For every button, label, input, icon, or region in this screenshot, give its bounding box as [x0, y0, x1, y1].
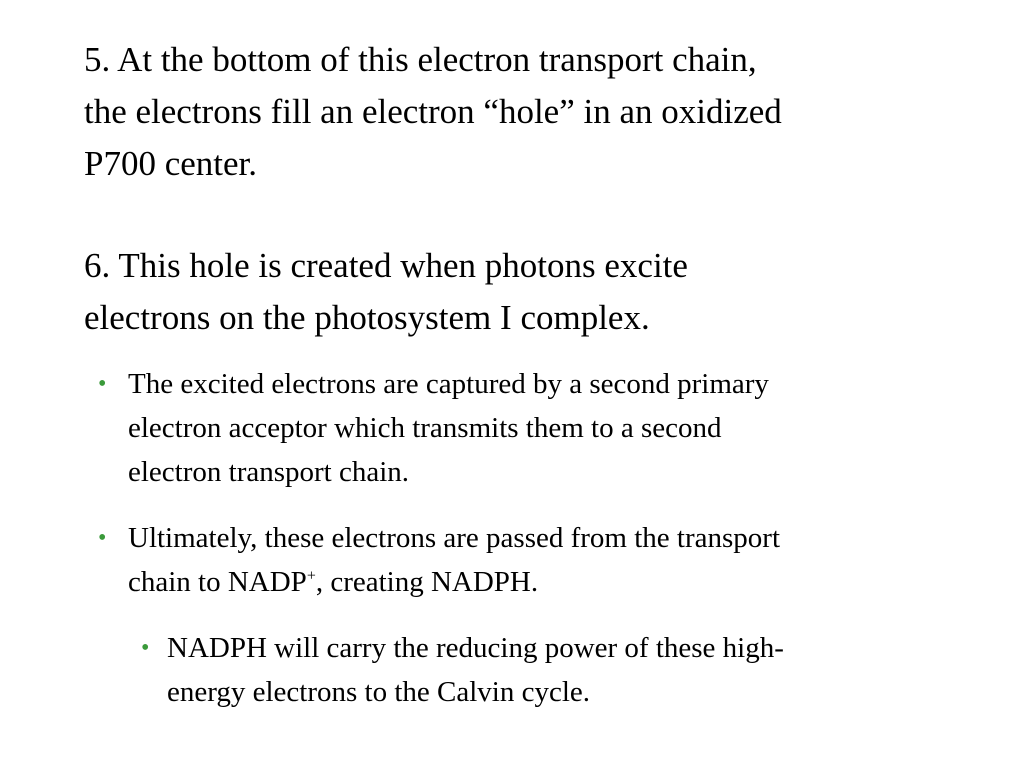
bullet-text [128, 362, 769, 494]
paragraph-line: 6. This hole is created when photons excite [84, 246, 688, 285]
paragraph-step-6 [84, 240, 688, 344]
superscript-plus: + [306, 567, 316, 585]
paragraph-step-5 [84, 34, 782, 190]
bullet-line: electron transport chain. [128, 456, 410, 488]
bullet-item [98, 516, 781, 604]
bullet-line [128, 560, 780, 604]
bullet-text [167, 626, 784, 714]
sub-bullet-item [141, 626, 784, 714]
bullet-line: Ultimately, these electrons are passed from the transport [128, 522, 781, 554]
bullet-line-part: , creating NADPH. [315, 566, 539, 598]
paragraph-line: the electrons fill an electron “hole” in an oxidized [84, 92, 782, 131]
bullet-text [128, 516, 780, 604]
bullet-item [98, 362, 769, 494]
paragraph-line: electrons on the photosystem I complex. [84, 298, 650, 337]
bullet-line: NADPH will carry the reducing power of these high- [167, 632, 784, 664]
bullet-line-part: chain to NADP [128, 566, 307, 598]
bullet-icon: • [98, 371, 107, 397]
paragraph-line: P700 center. [84, 144, 258, 183]
bullet-line: electron acceptor which transmits them to a second [128, 412, 722, 444]
paragraph-line: 5. At the bottom of this electron transport chain, [84, 40, 757, 79]
bullet-icon: • [98, 525, 107, 551]
bullet-line: The excited electrons are captured by a second primary [128, 368, 769, 400]
bullet-line: energy electrons to the Calvin cycle. [167, 676, 591, 708]
bullet-icon: • [141, 635, 150, 661]
